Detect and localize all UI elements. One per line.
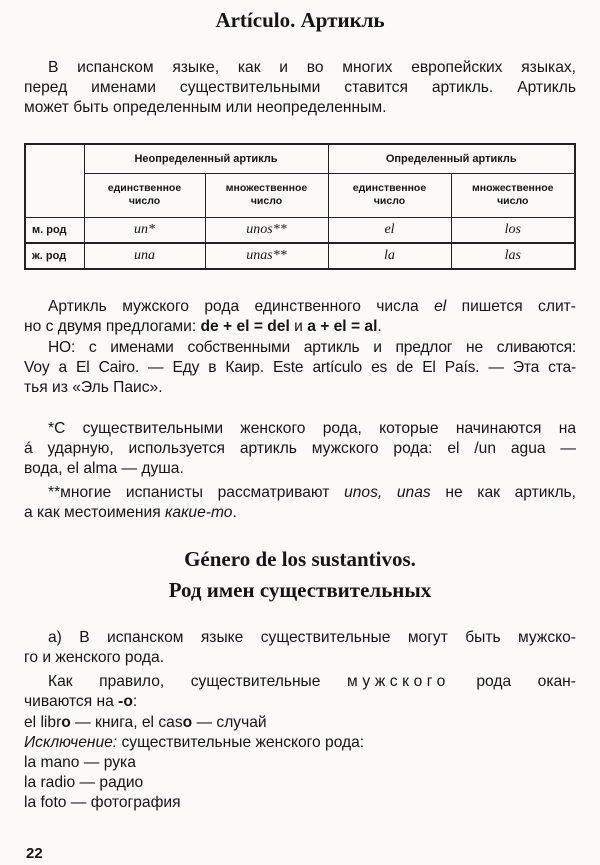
text-span: существительные женского рода: bbox=[117, 734, 365, 751]
footnote-1-line-3: вода, el alma — душа. bbox=[24, 460, 184, 477]
example-foto: la foto — фотография bbox=[24, 794, 181, 811]
masculine-rule-line-2 bbox=[24, 692, 576, 712]
cell-indef-plur-fem: unas** bbox=[205, 243, 328, 269]
intro-paragraph bbox=[24, 58, 576, 118]
proper-names-line-3: тья из «Эль Паис». bbox=[24, 379, 163, 396]
cell-indef-plur-masc: unos** bbox=[205, 217, 328, 243]
intro-line-2: перед именами существительными ставится артикль. Артикль bbox=[24, 79, 576, 96]
row-label-masculine: м. род bbox=[25, 217, 84, 243]
intro-line-1: В испанском языке, как и во многих европейских языках, bbox=[48, 59, 576, 76]
section-title-genero: Género de los sustantivos. bbox=[184, 547, 416, 571]
example-line-1 bbox=[24, 713, 576, 733]
proper-names-line-2: Voy a El Cairo. — Еду в Каир. Este artículo es de El País. — Эта ста- bbox=[24, 359, 576, 376]
intro-line-3: может быть определенным или неопределенным. bbox=[24, 99, 387, 116]
text-span: **многие испанисты рассматривают bbox=[48, 484, 345, 501]
footnote-1 bbox=[24, 419, 576, 479]
contraction-line-2 bbox=[24, 317, 576, 337]
table-corner-cell bbox=[25, 144, 84, 217]
table-row-masculine bbox=[25, 217, 575, 243]
indefinite-article-header: Неопределенный артикль bbox=[84, 144, 328, 173]
spaced-word-masculine: мужского bbox=[347, 673, 450, 690]
table-header-row bbox=[25, 144, 575, 173]
example-radio: la radio — радио bbox=[24, 774, 144, 791]
section-title-rod: Род имен существительных bbox=[168, 578, 432, 602]
emphasis-unos-unas: unos, unas bbox=[344, 484, 431, 501]
singular-label: единственное bbox=[107, 182, 182, 194]
text-span: — случай bbox=[192, 714, 267, 731]
article-table bbox=[24, 143, 576, 270]
page-number: 22 bbox=[26, 845, 43, 862]
contraction-paragraph bbox=[24, 297, 576, 337]
ending-o: o bbox=[182, 714, 193, 731]
text-span: но с двумя предлогами: bbox=[24, 318, 201, 335]
proper-names-line-1: НО: с именами собственными артикль и предлог не сливаются: bbox=[48, 339, 576, 356]
paragraph-a-line-2: го и женского рода. bbox=[24, 649, 165, 666]
masculine-rule-paragraph bbox=[24, 672, 576, 712]
text-span: рода окан- bbox=[449, 673, 576, 690]
footnote-2-line-2 bbox=[24, 503, 576, 523]
text-span: — книга, el cas bbox=[70, 714, 183, 731]
plural-label: множественное bbox=[472, 182, 554, 194]
footnote-2-line-1 bbox=[24, 483, 576, 503]
number-label: число bbox=[250, 195, 283, 207]
text-span: Артикль мужского рода единственного числа bbox=[48, 298, 435, 315]
masculine-rule-line-1 bbox=[24, 672, 576, 692]
emphasis-kakie-to: какие-то bbox=[165, 504, 233, 521]
cell-def-sing-fem: la bbox=[328, 243, 451, 269]
text-span: пишется слит- bbox=[446, 298, 576, 315]
contraction-del: de + el = del bbox=[200, 318, 290, 335]
row-label-feminine: ж. род bbox=[25, 243, 84, 269]
cell-indef-sing-fem: una bbox=[84, 243, 205, 269]
def-singular-header bbox=[328, 173, 451, 217]
number-label: число bbox=[497, 195, 529, 207]
definite-article-header: Определенный артикль bbox=[328, 144, 575, 173]
cell-indef-sing-masc: un* bbox=[84, 217, 205, 243]
footnote-1-line-2: á ударную, используется артикль мужского рода: el /un agua — bbox=[24, 440, 576, 457]
proper-names-paragraph bbox=[24, 338, 576, 398]
text-span: : bbox=[132, 693, 138, 710]
paragraph-a bbox=[24, 628, 576, 668]
plural-label: множественное bbox=[225, 182, 308, 194]
cell-def-plur-fem: las bbox=[451, 243, 575, 269]
exception-label: Исключение: bbox=[24, 734, 118, 751]
footnote-2 bbox=[24, 483, 576, 523]
text-span: чиваются на bbox=[24, 693, 119, 710]
paragraph-a-line-1: а) В испанском языке существительные могут быть мужско- bbox=[48, 629, 576, 646]
indef-plural-header bbox=[205, 173, 328, 217]
text-span: Как правило, существительные bbox=[48, 673, 347, 690]
exception-line bbox=[24, 733, 576, 753]
text-span: а как местоимения bbox=[24, 504, 166, 521]
text-span: . bbox=[377, 318, 382, 335]
text-span: не как артикль, bbox=[430, 484, 577, 501]
table-subheader-row bbox=[25, 173, 575, 217]
def-plural-header bbox=[451, 173, 575, 217]
indef-singular-header bbox=[84, 173, 205, 217]
contraction-al: a + el = al bbox=[307, 318, 378, 335]
singular-label: единственное bbox=[352, 182, 427, 194]
number-label: число bbox=[128, 195, 161, 207]
ending-o: -о bbox=[118, 693, 133, 710]
footnote-1-line-1: *С существительными женского рода, которые начинаются на bbox=[48, 420, 576, 437]
cell-def-plur-masc: los bbox=[451, 217, 575, 243]
text-span: el libr bbox=[24, 714, 62, 731]
text-span: и bbox=[289, 318, 308, 335]
cell-def-sing-masc: el bbox=[328, 217, 451, 243]
examples-block bbox=[24, 713, 576, 813]
contraction-line-1 bbox=[24, 297, 576, 317]
ending-o: o bbox=[61, 714, 71, 731]
number-label: число bbox=[373, 195, 406, 207]
table-row-feminine bbox=[25, 243, 575, 269]
example-mano: la mano — рука bbox=[24, 754, 136, 771]
section-title-articulo: Artículo. Артикль bbox=[215, 8, 385, 32]
article-el: el bbox=[434, 298, 447, 315]
text-span: . bbox=[232, 504, 237, 521]
